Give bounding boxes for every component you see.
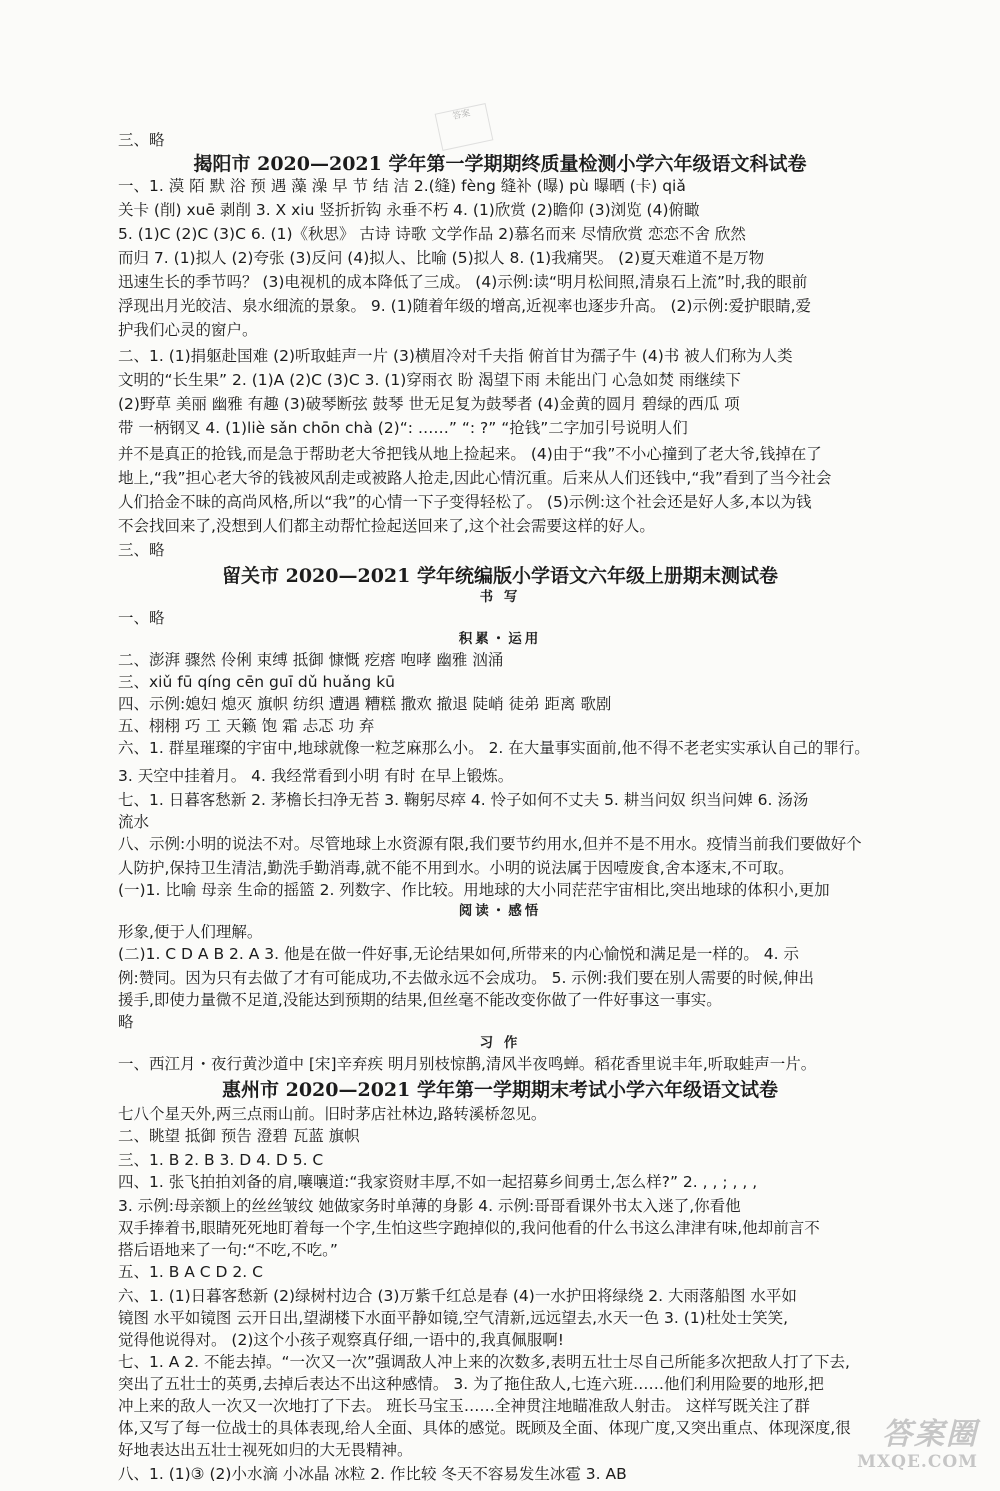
section-title-huizhou: 惠州市 2020—2021 学年第一学期期末考试小学六年级语文试卷 (222, 1079, 778, 1101)
text-line: 文明的“长生果” 2. (1)A (2)C (3)C 3. (1)穿雨衣 盼 渴望下雨 未能出门 心急如焚 雨继续下 (118, 371, 741, 389)
text-line: 六、1. (1)日暮客愁新 (2)绿树村边合 (3)万紫千红总是春 (4)一水护田将绿绕 2. 大雨落船图 水平如 (118, 1287, 797, 1305)
text-line: 3. 天空中挂着月。 4. 我经常看到小明 有时 在早上锻炼。 (118, 767, 514, 785)
text-line: 三、略 (118, 541, 165, 559)
text-line: 浮现出月光皎洁、泉水细流的景象。 9. (1)随着年级的增高,近视率也逐步升高。 (2)示例:爱护眼睛,爱 (118, 297, 812, 315)
text-line: 带 一柄钢叉 4. (1)liè sǎn chōn chà (2)“: ……” “: ?” “抢钱”二字加引号说明人们 (118, 419, 688, 437)
text-line: 地上,“我”担心老大爷的钱被风刮走或被路人抢走,因此心情沉重。后来从人们还钱中,“我”看到了当今社会 (118, 469, 832, 487)
section-title-jieyang: 揭阳市 2020—2021 学年第一学期期终质量检测小学六年级语文科试卷 (193, 153, 807, 175)
text-line: 人们拾金不昧的高尚风格,所以“我”的心情一下子变得轻松了。 (5)示例:这个社会还是好人多,本以为钱 (118, 493, 812, 511)
text-line: 双手捧着书,眼睛死死地盯着每一个字,生怕这些字跑掉似的,我问他看的什么书这么津津有味,他却前言不 (118, 1219, 820, 1237)
text-line: 五、栩栩 巧 工 天籁 饱 霜 忐忑 功 弃 (118, 717, 375, 735)
text-line: 四、1. 张飞拍拍刘备的肩,嚷嚷道:“我家资财丰厚,不如一起招募乡间勇士,怎么样?” 2. , , ; , , , (118, 1173, 758, 1191)
text-line: 一、略 (118, 609, 165, 627)
subheading-shuxie: 书 写 (479, 589, 521, 605)
text-line: 突出了五壮士的英勇,去掉后表达不出这种感情。 3. 为了拖住敌人,七连六班……他们利用险要的地形,把 (118, 1375, 824, 1393)
watermark-url: MXQE.COM (857, 1452, 978, 1472)
text-line: 一、1. 漠 陌 默 浴 预 遇 藻 澡 早 节 结 洁 2.(缝) fèng 缝补 (曝) pù 曝晒 (卡) qiǎ (118, 177, 686, 195)
text-line: 而归 7. (1)拟人 (2)夸张 (3)反问 (4)拟人、比喻 (5)拟人 8. (1)我痛哭。 (2)夏天难道不是万物 (118, 249, 765, 267)
text-line: 护我们心灵的窗户。 (118, 321, 258, 339)
text-line: 好地表达出五壮士视死如归的大无畏精神。 (118, 1441, 413, 1459)
text-line: 援手,即使力量微不足道,没能达到预期的结果,但丝毫不能改变你做了一件好事这一事实。 (118, 991, 722, 1009)
text-line: 觉得他说得对。 (2)这个小孩子观察真仔细,一语中的,我真佩服啊! (118, 1331, 564, 1349)
watermark (857, 1418, 978, 1472)
watermark-logo: 答案圈 (882, 1417, 978, 1452)
subheading-yuedu: 阅读・感悟 (458, 903, 542, 919)
text-line: 三、1. B 2. B 3. D 4. D 5. C (118, 1151, 324, 1169)
text-line: 略 (118, 1013, 134, 1031)
text-line: 一、西江月・夜行黄沙道中 [宋]辛弃疾 明月别枝惊鹊,清风半夜鸣蝉。稻花香里说丰年,听取蛙声一片。 (118, 1055, 817, 1073)
subheading-jilei: 积累・运用 (458, 631, 542, 647)
section-title-shaoguan: 留关市 2020—2021 学年统编版小学语文六年级上册期末测试卷 (222, 565, 778, 587)
text-line: 冲上来的敌人一次又一次地打了下去。 班长马宝玉……全神贯注地瞄准敌人射击。 这样写既关注了群 (118, 1397, 810, 1415)
text-line: 三、略 (118, 131, 165, 149)
text-line: 流水 (118, 813, 150, 831)
text-line: 例:赞同。因为只有去做了才有可能成功,不去做永远不会成功。 5. 示例:我们要在别人需要的时候,伸出 (118, 969, 814, 987)
text-line: (一)1. 比喻 母亲 生命的摇篮 2. 列数字、作比较。用地球的大小同茫茫宇宙相比,突出地球的体积小,更加 (118, 881, 830, 899)
subheading-xizuo: 习 作 (479, 1035, 521, 1051)
text-line: 八、1. (1)③ (2)小水滴 小冰晶 冰粒 2. 作比较 冬天不容易发生冰雹 3. AB (118, 1465, 627, 1483)
text-line: 搭后语地来了一句:“不吃,不吃。” (118, 1241, 338, 1259)
text-line: 七八个星天外,两三点雨山前。旧时茅店社林边,路转溪桥忽见。 (118, 1105, 547, 1123)
text-line: 五、1. B A C D 2. C (118, 1263, 263, 1281)
text-line: 并不是真正的抢钱,而是急于帮助老大爷把钱从地上捡起来。 (4)由于“我”不小心撞到了老大爷,钱掉在了 (118, 445, 822, 463)
text-line: 二、眺望 抵御 预告 澄碧 瓦蓝 旗帜 (118, 1127, 360, 1145)
text-line: 人防护,保持卫生清洁,勤洗手勤消毒,就不能不用到水。小明的说法属于因噎废食,舍本逐末,不可取。 (118, 859, 794, 877)
seal-stamp: 答案 (435, 103, 494, 151)
text-line: 不会找回来了,没想到人们都主动帮忙捡起送回来了,这个社会需要这样的好人。 (118, 517, 655, 535)
text-line: 二、澎湃 骤然 伶俐 束缚 抵御 慷慨 疙瘩 咆哮 幽雅 汹涌 (118, 651, 504, 669)
text-line: 5. (1)C (2)C (3)C 6. (1)《秋思》 古诗 诗歌 文学作品 2)慕名而来 尽情欣赏 恋恋不舍 欣然 (118, 225, 746, 243)
text-line: 八、示例:小明的说法不对。尽管地球上水资源有限,我们要节约用水,但并不是不用水。疫情当前我们要做好个 (118, 835, 862, 853)
text-line: 体,又写了每一位战士的具体表现,给人全面、具体的感觉。既顾及全面、体现广度,又突出重点、体现深度,很 (118, 1419, 851, 1437)
text-line: 3. 示例:母亲额上的丝丝皱纹 她做家务时单薄的身影 4. 示例:哥哥看课外书太入迷了,你看他 (118, 1197, 741, 1215)
text-line: 镜图 水平如镜图 云开日出,望湖楼下水面平静如镜,空气清新,远远望去,水天一色 3. (1)杜处士笑笑, (118, 1309, 789, 1327)
text-line: (二)1. C D A B 2. A 3. 他是在做一件好事,无论结果如何,所带来的内心愉悦和满足是一样的。 4. 示 (118, 945, 799, 963)
text-line: 四、示例:媳妇 熄灭 旗帜 纺织 遭遇 糟糕 撒欢 撤退 陡峭 徒弟 距离 歌剧 (118, 695, 612, 713)
text-line: 二、1. (1)捐躯赴国难 (2)听取蛙声一片 (3)横眉冷对千夫指 俯首甘为孺子牛 (4)书 被人们称为人类 (118, 347, 793, 365)
text-line: 三、xiǔ fū qíng cēn guī dǔ huǎng kū (118, 673, 396, 691)
text-line: 六、1. 群星璀璨的宇宙中,地球就像一粒芝麻那么小。 2. 在大量事实面前,他不得不老老实实承认自己的罪行。 (118, 739, 870, 757)
text-line: (2)野草 美丽 幽雅 有趣 (3)破琴断弦 鼓琴 世无足复为鼓琴者 (4)金黄的圆月 碧绿的西瓜 项 (118, 395, 740, 413)
text-line: 七、1. A 2. 不能去掉。“一次又一次”强调敌人冲上来的次数多,表明五壮士尽自己所能多次把敌人打了下去, (118, 1353, 850, 1371)
text-line: 七、1. 日暮客愁新 2. 茅檐长扫净无苔 3. 鞠躬尽瘁 4. 怜子如何不丈夫 5. 耕当问奴 织当问婢 6. 汤汤 (118, 791, 809, 809)
text-line: 形象,便于人们理解。 (118, 923, 263, 941)
text-line: 迅速生长的季节吗？ (3)电视机的成本降低了三成。 (4)示例:读“明月松间照,清泉石上流”时,我的眼前 (118, 273, 808, 291)
text-line: 关卡 (削) xuē 剥削 3. X xiu 竖折折钩 永垂不朽 4. (1)欣赏 (2)瞻仰 (3)浏览 (4)俯瞰 (118, 201, 700, 219)
